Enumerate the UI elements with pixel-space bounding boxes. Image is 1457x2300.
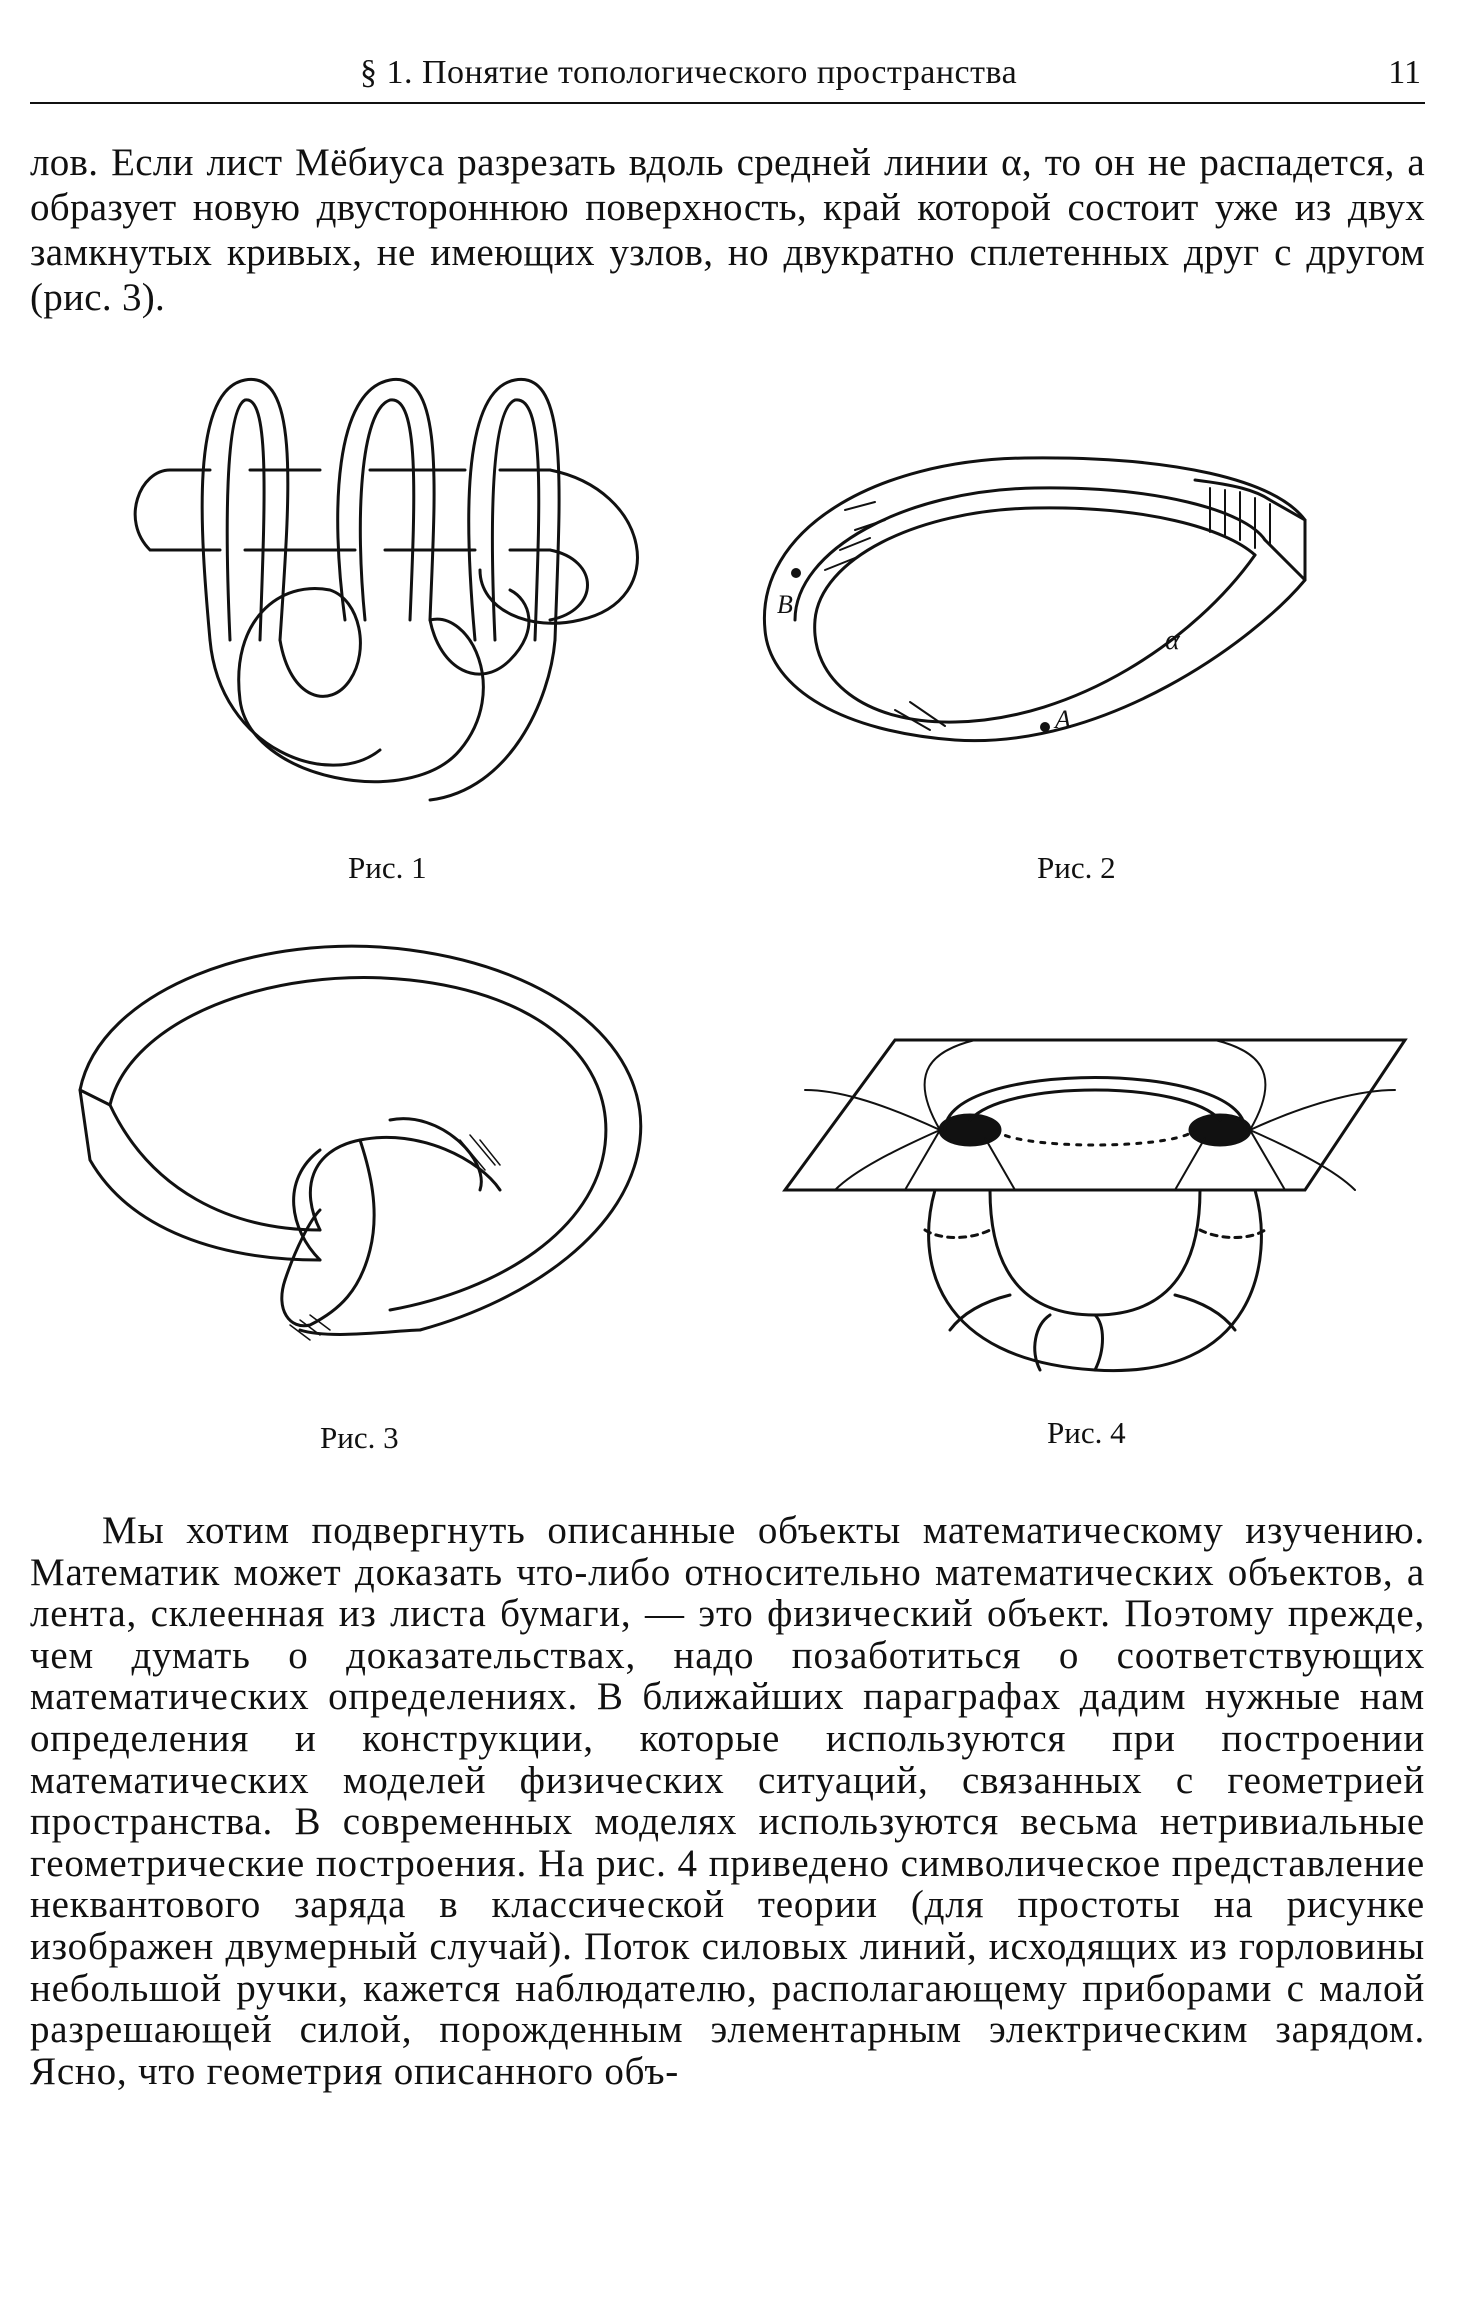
- paragraph-main-text: Мы хотим подвергнуть описанные объекты математическому изучению. Математик может доказать что-либо относительно математических объектов, а лента, склеенная из листа бумаги, — это физический объект. Поэтому прежде, чем думать о доказательствах, надо позаботиться о соответствующих математических определениях. В ближайших параграфах дадим нужные нам определения и конструкции, которые используются при построении математических моделей физических ситуаций, связанных с геометрией пространства. В современных моделях используются весьма нетривиальные геометрические построения. На рис. 4 приведено символическое представление неквантового заряда в классической теории (для простоты на рисунке изображен двумерный случай). Поток силовых линий, исходящих из горловины небольшой ручки, кажется наблюдателю, располагающему приборами с малой разрешающей силой, порожденным элементарным электрическим зарядом. Ясно, что геометрия описанного объ-: [30, 1509, 1425, 2093]
- knot-diagram: [130, 370, 690, 810]
- running-header: [30, 48, 1425, 106]
- paragraph-top-text: лов. Если лист Мёбиуса разрезать вдоль средней линии α, то он не распадется, а образует новую двустороннюю поверхность, край которой состоит уже из двух замкнутых кривых, не имеющих узлов, но двукратно сплетенных друг с другом (рис. 3).: [30, 141, 1425, 319]
- page-number: 11: [1388, 54, 1421, 91]
- label-A: A: [1055, 705, 1071, 734]
- figure-1: [130, 370, 690, 810]
- figure-2: [755, 440, 1325, 780]
- label-B: B: [777, 590, 793, 619]
- figure-4-caption: Рис. 4: [1047, 1415, 1126, 1450]
- double-twisted-band-diagram: [60, 930, 660, 1390]
- figure-3: [60, 930, 660, 1390]
- paragraph-main: [30, 1510, 1425, 2092]
- figure-3-caption: Рис. 3: [320, 1420, 399, 1455]
- figure-2-caption: Рис. 2: [1037, 850, 1116, 885]
- header-rule: [30, 102, 1425, 104]
- section-title: § 1. Понятие топологического пространства: [360, 54, 1018, 91]
- mobius-strip-diagram: [755, 440, 1325, 780]
- paragraph-top: [30, 140, 1425, 320]
- charge-handle-diagram: [775, 1030, 1415, 1400]
- figure-1-caption-positioned: Рис. 1: [348, 850, 427, 885]
- label-alpha: α: [1165, 625, 1180, 656]
- figure-4: [775, 1030, 1415, 1400]
